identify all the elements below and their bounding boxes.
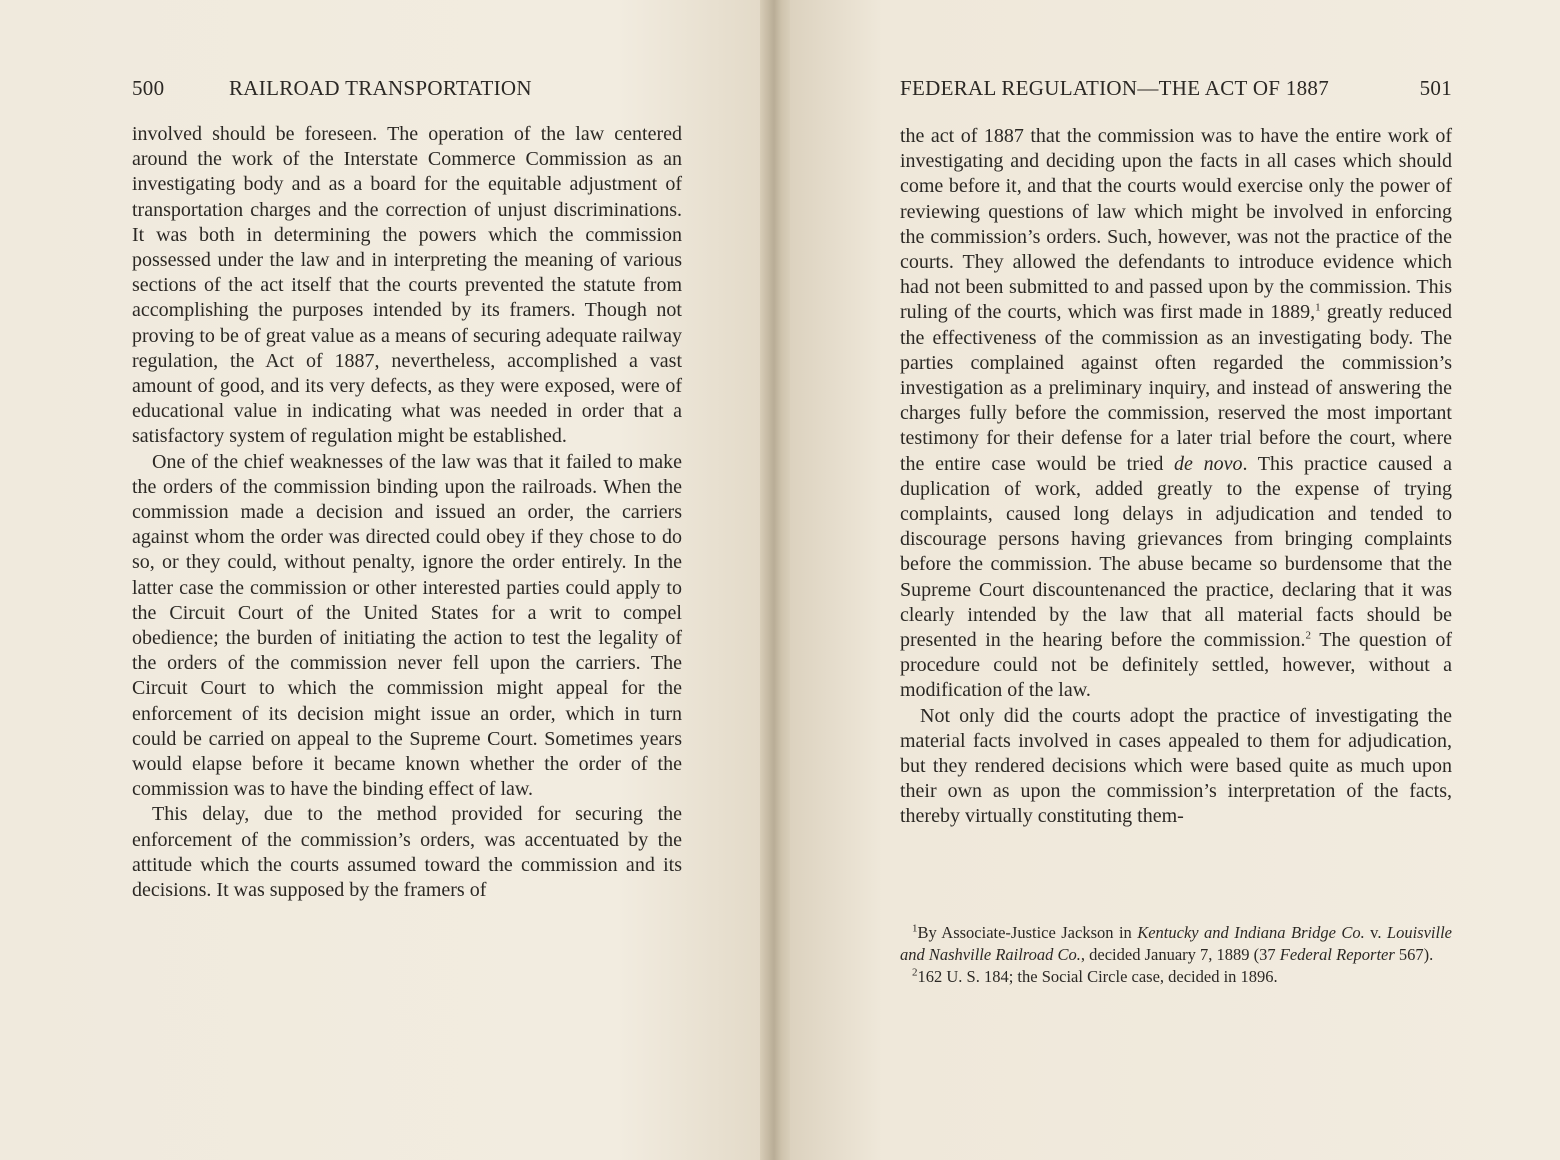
text-run: v. xyxy=(1364,923,1387,942)
footnote-1 xyxy=(900,922,1452,966)
left-body-text xyxy=(132,122,682,903)
right-running-header xyxy=(900,76,1452,106)
text-run: The question of procedure could not be definitely settled, however, without a modification of the law. xyxy=(900,629,1452,702)
footnote-marker: 2 xyxy=(912,966,918,979)
left-page xyxy=(0,0,770,1160)
left-running-header xyxy=(132,76,682,106)
right-paragraph-1 xyxy=(900,124,1452,704)
footnotes xyxy=(900,922,1452,988)
left-paragraph-1: involved should be foreseen. The operation of the law centered around the work of the Interstate Commerce Commission as an investigating body and as a board for the equitable adjustment of transportation charges and the correction of unjust discriminations. It was both in determining the powers which the commission possessed under the law and in interpreting the meaning of various sections of the act itself that the courts prevented the statute from accomplishing the purposes intended by its framers. Though not proving to be of great value as a means of securing adequate railway regulation, the Act of 1887, nevertheless, accomplished a vast amount of good, and its very defects, as they were exposed, were of educational value in indicating what was needed in order that a satisfactory system of regulation might be established. xyxy=(132,123,682,448)
text-run: 162 U. S. 184; the Social Circle case, decided in 1896. xyxy=(917,967,1278,986)
italic-run: Kentucky and Indiana Bridge Co. xyxy=(1137,923,1365,942)
right-page-number: 501 xyxy=(1419,76,1452,100)
text-run: By Associate-Justice Jackson in xyxy=(917,923,1138,942)
left-paragraph-3: This delay, due to the method provided for securing the enforcement of the commission’s orders, was accentuated by the attitude which the courts assumed toward the commission and its decisions. It was supposed by the framers of xyxy=(132,803,682,902)
text-run: the act of 1887 that the commission was to have the entire work of investigating and deciding upon the facts in all cases which should come before it, and that the courts would exercise only the power of reviewing questions of law which might be involved in enforcing the commission’s orders. Such, however, was not the practice of the courts. They allowed the defendants to introduce evidence which had not been submitted to and passed upon by the commission. This ruling of the courts, which was first made in 1889, xyxy=(900,125,1452,324)
footnote-2 xyxy=(900,966,1452,988)
footnote-marker: 1 xyxy=(912,922,918,935)
right-running-head: FEDERAL REGULATION—THE ACT OF 1887 xyxy=(900,76,1330,100)
text-run: 567). xyxy=(1394,945,1434,964)
italic-term: de novo xyxy=(1174,452,1243,475)
text-run: greatly reduced the effectiveness of the commission as an investigating body. The parties complained against often regarded the commission’s investigation as a preliminary inquiry, and instead of answering the charges fully before the commission, reserved the most important testimony for their defense for a later trial before the court, where the entire case would be tried xyxy=(900,301,1452,475)
right-page xyxy=(790,0,1560,1160)
left-page-number: 500 xyxy=(132,76,165,100)
text-run: , decided January 7, 1889 (37 xyxy=(1080,945,1280,964)
text-run: . This practice caused a duplication of work, added greatly to the expense of trying complaints, caused long delays in adjudication and tended to discourage persons having grievances from bringing complaints before the commission. The abuse became so burdensome that the Supreme Court discountenanced the practice, declaring that it was clearly intended by the law that all material facts should be presented in the hearing before the commission. xyxy=(900,452,1452,652)
left-running-head: RAILROAD TRANSPORTATION xyxy=(229,76,532,100)
left-paragraph-2: One of the chief weaknesses of the law was that it failed to make the orders of the commission binding upon the railroads. When the commission made a decision and issued an order, the carriers against whom the order was directed could obey if they chose to do so, or they could, without penalty, ignore the order entirely. In the latter case the commission or other interested parties could apply to the Circuit Court of the United States for a writ to compel obedience; the burden of initiating the action to test the legality of the orders of the commission never fell upon the carriers. The Circuit Court to which the commission might appeal for the enforcement of its decision might issue an order, which in turn could be carried on appeal to the Supreme Court. Sometimes years would elapse before it became known whether the order of the commission was to have the binding effect of law. xyxy=(132,450,682,801)
right-body-text xyxy=(900,124,1452,830)
right-paragraph-2: Not only did the courts adopt the practice of investigating the material facts involved in cases appealed to them for adjudication, but they rendered decisions which were based quite as much upon their own as upon the commission’s interpretation of the facts, thereby virtually constituting them- xyxy=(900,704,1452,828)
footnote-ref-1: 1 xyxy=(1315,301,1321,314)
italic-run: Louisville and Nashville Railroad Co. xyxy=(900,923,1452,964)
footnote-ref-2: 2 xyxy=(1305,629,1311,642)
italic-run: Federal Reporter xyxy=(1279,945,1395,964)
